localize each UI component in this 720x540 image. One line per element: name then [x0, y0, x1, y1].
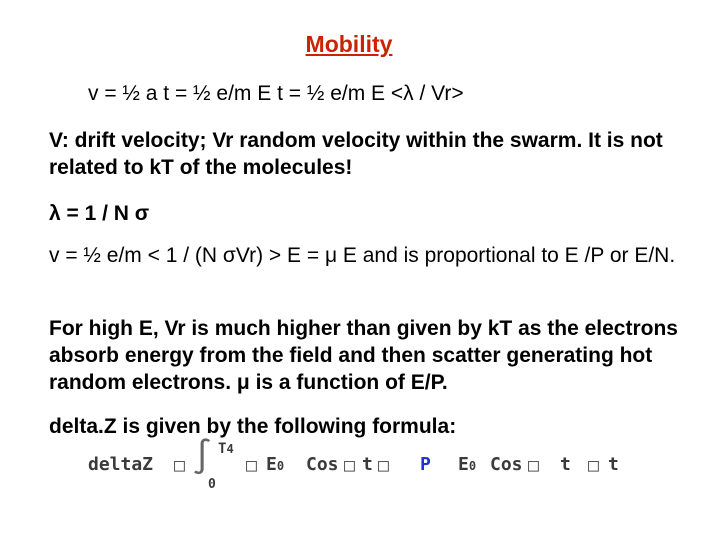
equals-placeholder: □ [174, 455, 185, 476]
e0-term-2: E0 [458, 454, 477, 475]
cos-term-1: Cos [306, 454, 339, 475]
page-title: Mobility [305, 31, 393, 57]
cos-term-2: Cos [490, 454, 523, 475]
upper-limit: T4 [218, 441, 234, 457]
velocity-equation: v = ½ a t = ½ e/m E t = ½ e/m E <λ / Vr> [88, 82, 464, 105]
drift-velocity-text: V: drift velocity; Vr random velocity within the swarm. It is not related to kT of the molecules! [49, 129, 663, 179]
placeholder-5: □ [588, 455, 599, 476]
t-term-1: t [362, 454, 373, 475]
delta-z-formula [88, 437, 648, 493]
formula-lhs: deltaZ [88, 454, 154, 475]
t-term-3: t [608, 454, 619, 475]
placeholder-3: □ [378, 455, 389, 476]
delta-z-intro: delta.Z is given by the following formula: [49, 415, 457, 438]
placeholder-2: □ [344, 455, 355, 476]
high-field-text: For high E, Vr is much higher than given by kT as the electrons absorb energy from the field and then scatter generating hot random electrons. μ is a function of E/P. [49, 317, 678, 394]
e0-term-1: E0 [266, 454, 285, 475]
lower-limit: 0 [208, 477, 216, 492]
mobility-equation: v = ½ e/m < 1 / (N σVr) > E = μ E and is proportional to E /P or E/N. [49, 244, 676, 267]
p-term: P [420, 454, 431, 475]
integral-symbol: ∫ [192, 437, 213, 477]
lambda-equation: λ = 1 / N σ [49, 202, 150, 225]
t-term-2: t [560, 454, 571, 475]
placeholder-4: □ [528, 455, 539, 476]
placeholder-1: □ [246, 455, 257, 476]
